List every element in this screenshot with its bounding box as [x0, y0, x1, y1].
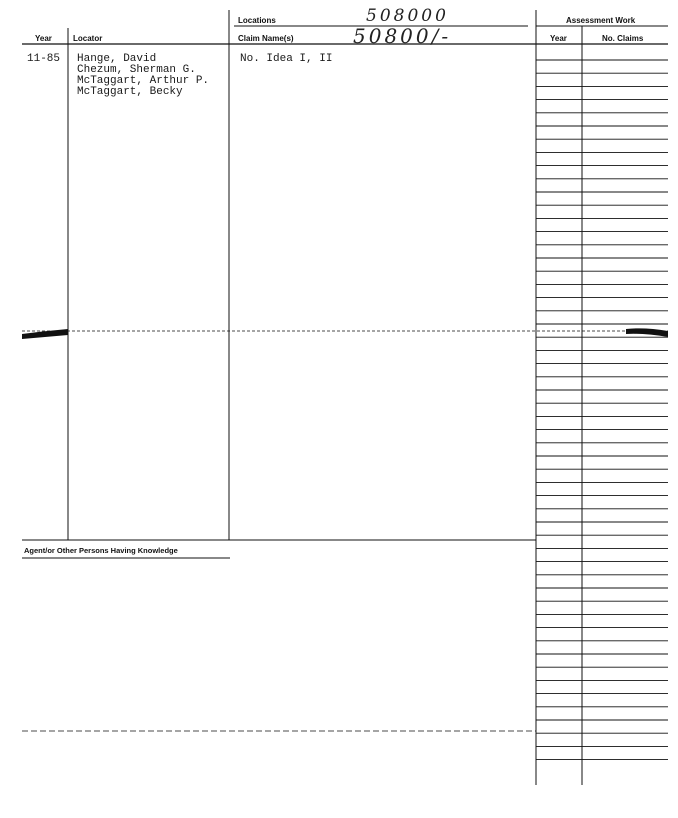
no-claims-column-header: No. Claims [602, 34, 644, 43]
scan-fold-mark [626, 328, 668, 337]
handwritten-location-number: 508000 [366, 6, 449, 26]
agent-section-label: Agent/or Other Persons Having Knowledge [24, 546, 178, 555]
locator-name: McTaggart, Arthur P. [77, 75, 210, 87]
locations-header: Locations [238, 16, 276, 25]
assessment-work-header: Assessment Work [566, 16, 636, 25]
claim-names-column-header: Claim Name(s) [238, 34, 294, 43]
assessment-year-column-header: Year [550, 34, 567, 43]
locator-column-header: Locator [73, 34, 103, 43]
locator-name: Chezum, Sherman G. [77, 64, 196, 76]
locator-name: Hange, David [77, 53, 157, 65]
claim-name: No. Idea I, II [240, 53, 333, 65]
locator-list [77, 54, 209, 98]
locator-name: McTaggart, Becky [77, 86, 183, 98]
year-column-header: Year [35, 34, 52, 43]
handwritten-claim-number: 50800/- [353, 24, 452, 48]
record-year: 11-85 [27, 53, 61, 65]
scan-fold-mark [22, 329, 68, 339]
